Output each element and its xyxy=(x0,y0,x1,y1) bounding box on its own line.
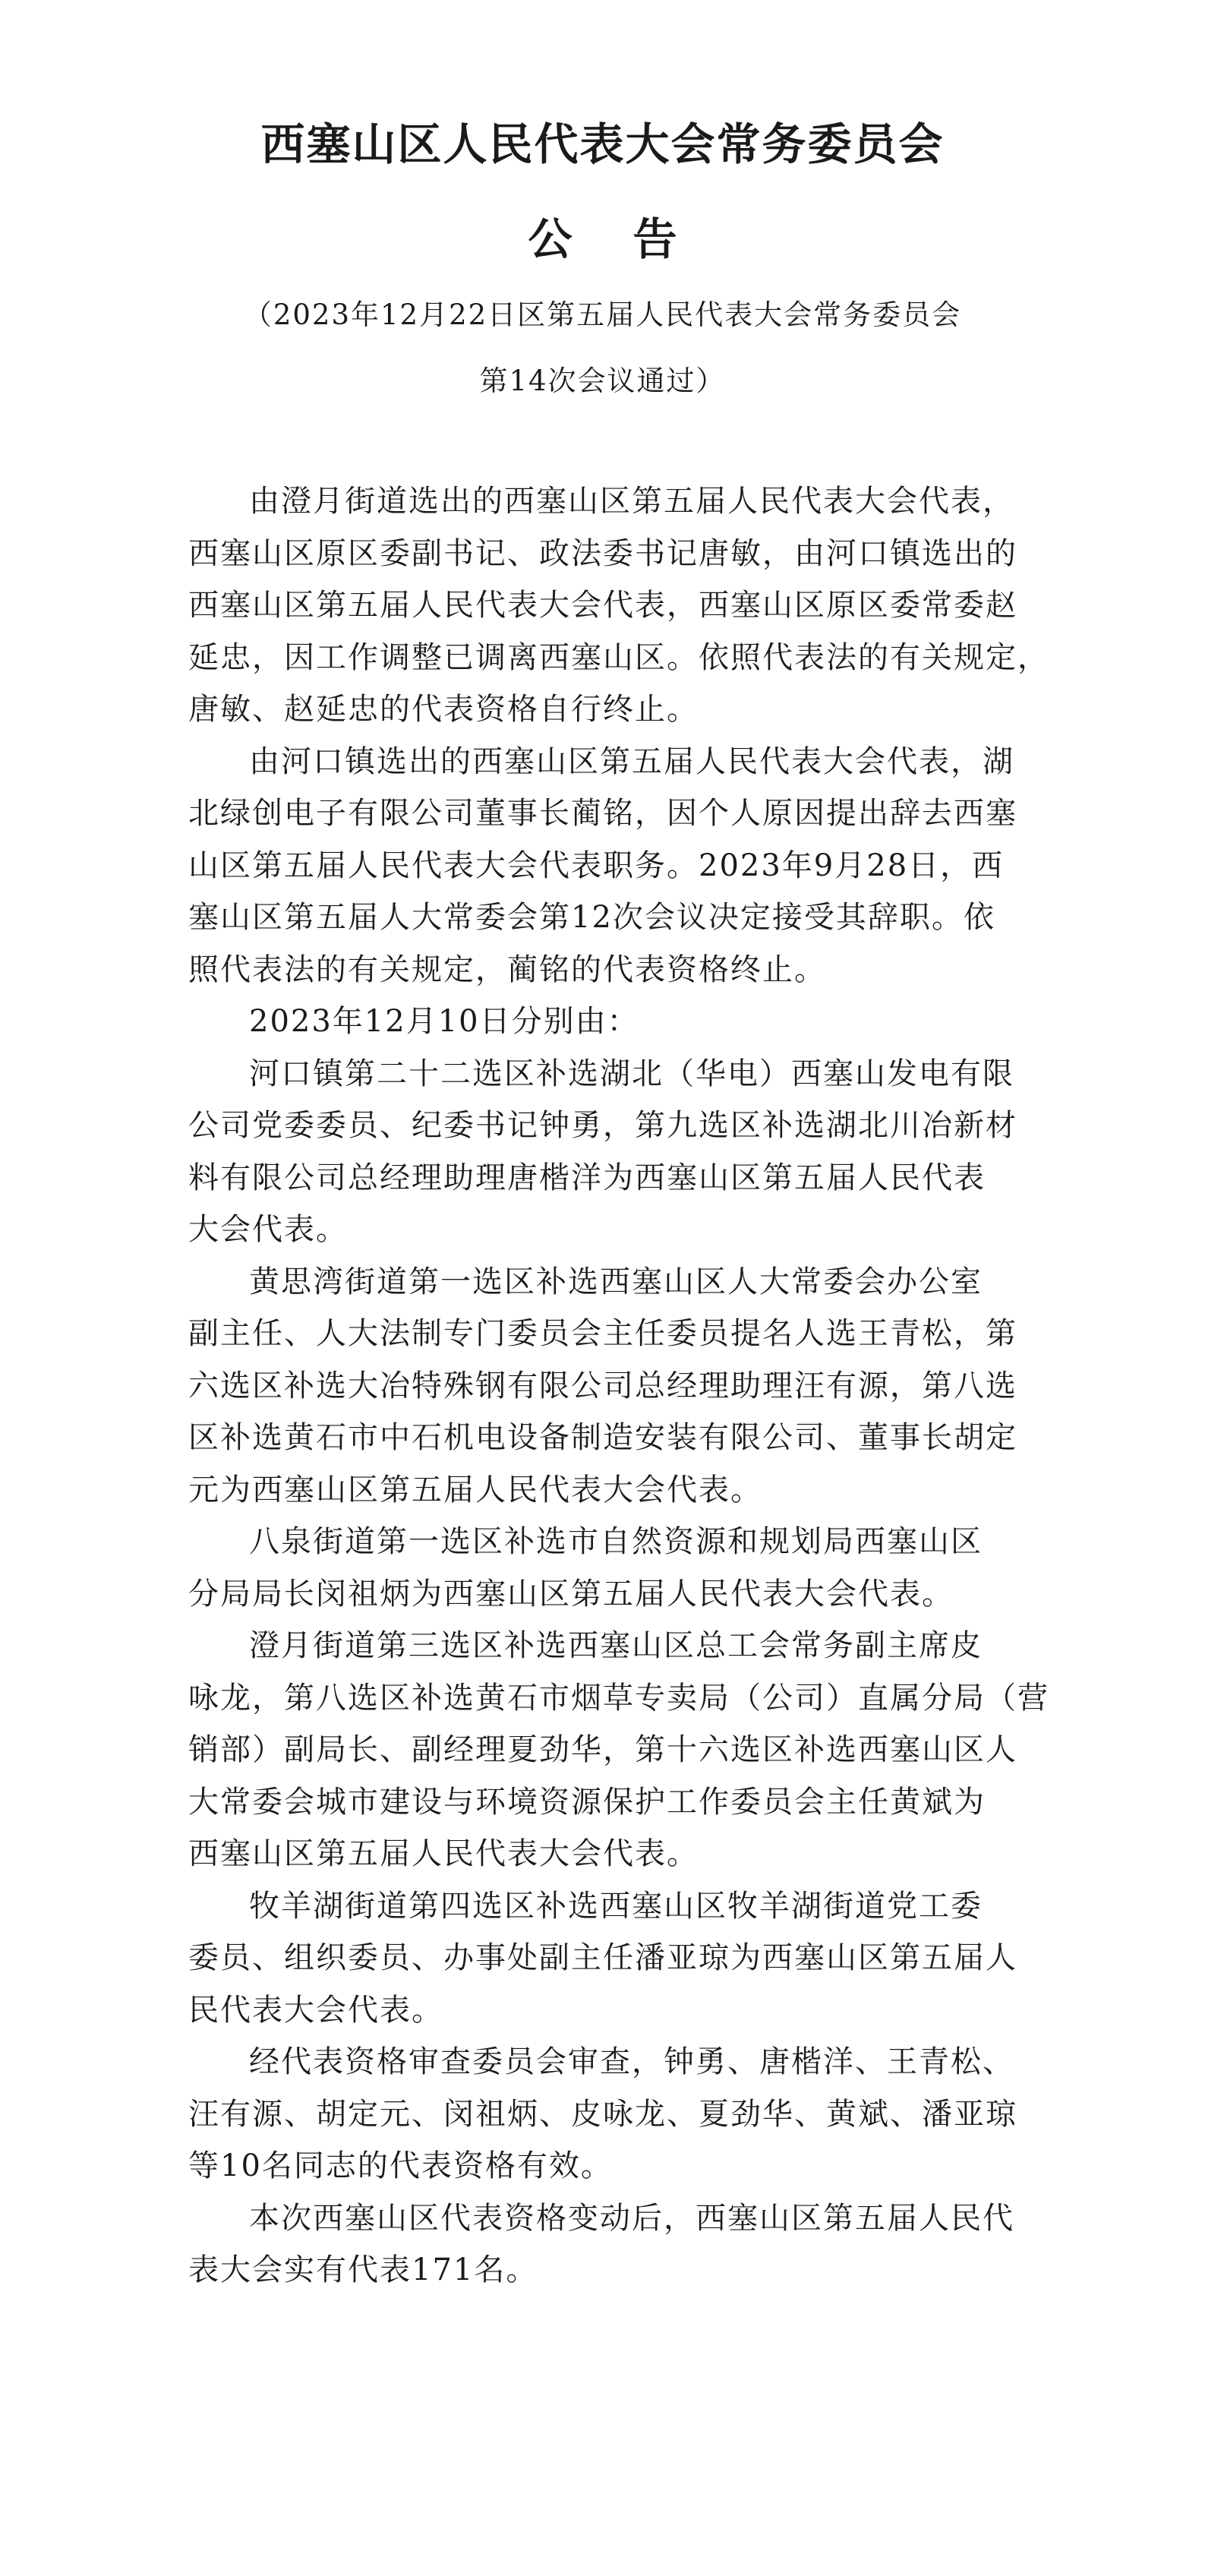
paragraph-line: 牧羊湖街道第四选区补选西塞山区牧羊湖街道党工委 xyxy=(249,1888,983,1924)
paragraph-line: 山区第五届人民代表大会代表职务。2023年9月28日，西 xyxy=(188,848,1005,883)
meeting-note-line-1: （2023年12月22日区第五届人民代表大会常务委员会 xyxy=(243,298,962,331)
paragraph-line: 大会代表。 xyxy=(188,1212,348,1247)
body-paragraph xyxy=(188,1880,1024,2037)
paragraph-line: 销部）副局长、副经理夏劲华，第十六选区补选西塞山区人 xyxy=(188,1732,1017,1767)
paragraph-line: 北绿创电子有限公司董事长蔺铭，因个人原因提出辞去西塞 xyxy=(188,796,1017,831)
paragraph-line: 由澄月街道选出的西塞山区第五届人民代表大会代表， xyxy=(249,484,1014,519)
paragraph-line: 经代表资格审查委员会审查，钟勇、唐楷洋、王青松、 xyxy=(249,2044,1014,2079)
paragraph-line: 澄月街道第三选区补选西塞山区总工会常务副主席皮 xyxy=(249,1628,983,1663)
paragraph-line: 副主任、人大法制专门委员会主任委员提名人选王青松，第 xyxy=(188,1316,1017,1351)
paragraph-line: 由河口镇选出的西塞山区第五届人民代表大会代表，湖 xyxy=(249,743,1014,779)
document-body xyxy=(188,475,1049,2297)
paragraph-line: 延忠，因工作调整已调离西塞山区。依照代表法的有关规定， xyxy=(188,639,1049,675)
paragraph-line: 本次西塞山区代表资格变动后，西塞山区第五届人民代 xyxy=(249,2200,1014,2236)
body-paragraph xyxy=(188,2192,1024,2297)
paragraph-line: 汪有源、胡定元、闵祖炳、皮咏龙、夏劲华、黄斌、潘亚琼 xyxy=(188,2096,1017,2132)
paragraph-line: 西塞山区第五届人民代表大会代表，西塞山区原区委常委赵 xyxy=(188,588,1017,623)
paragraph-line: 2023年12月10日分别由： xyxy=(249,1004,639,1039)
paragraph-line: 塞山区第五届人大常委会第12次会议决定接受其辞职。依 xyxy=(188,900,995,935)
paragraph-line: 公司党委委员、纪委书记钟勇，第九选区补选湖北川冶新材 xyxy=(188,1108,1017,1143)
paragraph-line: 等10名同志的代表资格有效。 xyxy=(188,2148,613,2183)
body-paragraph xyxy=(188,475,1049,736)
paragraph-line: 分局局长闵祖炳为西塞山区第五届人民代表大会代表。 xyxy=(188,1576,954,1612)
document-subtitle: 公告 xyxy=(528,213,738,265)
body-paragraph xyxy=(188,1516,1024,1620)
paragraph-line: 六选区补选大冶特殊钢有限公司总经理助理汪有源，第八选 xyxy=(188,1368,1017,1403)
paragraph-line: 大常委会城市建设与环境资源保护工作委员会主任黄斌为 xyxy=(188,1784,986,1820)
paragraph-line: 黄思湾街道第一选区补选西塞山区人大常委会办公室 xyxy=(249,1264,983,1299)
body-paragraph xyxy=(188,996,1024,1048)
paragraph-line: 照代表法的有关规定，蔺铭的代表资格终止。 xyxy=(188,952,826,987)
body-paragraph xyxy=(188,1256,1024,1517)
paragraph-line: 西塞山区原区委副书记、政法委书记唐敏，由河口镇选出的 xyxy=(188,535,1017,571)
body-paragraph xyxy=(188,1048,1024,1256)
paragraph-line: 元为西塞山区第五届人民代表大会代表。 xyxy=(188,1472,762,1507)
paragraph-line: 河口镇第二十二选区补选湖北（华电）西塞山发电有限 xyxy=(249,1056,1014,1091)
paragraph-line: 料有限公司总经理助理唐楷洋为西塞山区第五届人民代表 xyxy=(188,1160,986,1195)
paragraph-line: 八泉街道第一选区补选市自然资源和规划局西塞山区 xyxy=(249,1524,983,1559)
body-paragraph xyxy=(188,1620,1049,1880)
body-paragraph xyxy=(188,2036,1024,2192)
paragraph-line: 咏龙，第八选区补选黄石市烟草专卖局（公司）直属分局（营 xyxy=(188,1680,1049,1716)
paragraph-line: 西塞山区第五届人民代表大会代表。 xyxy=(188,1836,699,1871)
paragraph-line: 区补选黄石市中石机电设备制造安装有限公司、董事长胡定 xyxy=(188,1420,1017,1455)
paragraph-line: 表大会实有代表171名。 xyxy=(188,2252,538,2287)
paragraph-line: 唐敏、赵延忠的代表资格自行终止。 xyxy=(188,692,699,727)
body-paragraph xyxy=(188,736,1024,996)
paragraph-line: 委员、组织委员、办事处副主任潘亚琼为西塞山区第五届人 xyxy=(188,1940,1017,1975)
document-title: 西塞山区人民代表大会常务委员会 xyxy=(260,118,945,170)
paragraph-line: 民代表大会代表。 xyxy=(188,1992,443,2028)
meeting-note-line-2: 第14次会议通过） xyxy=(479,365,726,397)
